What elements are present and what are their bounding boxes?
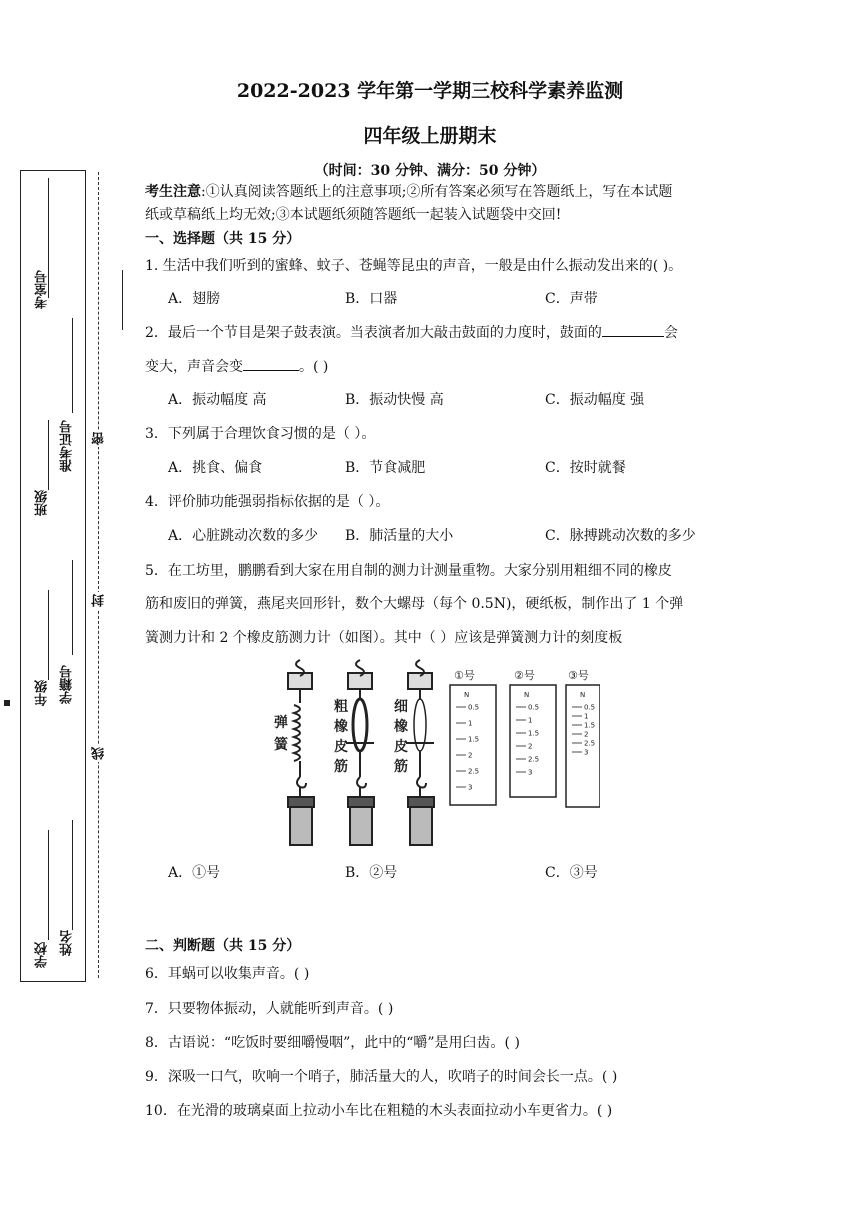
board-2-title: ②号 — [514, 669, 535, 682]
question-5-line-2: 筋和废旧的弹簧，燕尾夹回形针，数个大螺母（每个 0.5N)，硬纸板，制作出了 1 个弹 — [145, 596, 684, 612]
binding-line — [48, 590, 49, 680]
binding-line — [48, 830, 49, 940]
seal-char-xian: 线 — [92, 747, 107, 760]
label-thick-2: 橡 — [334, 719, 348, 735]
board-tick-label: 1.5 — [584, 721, 596, 730]
judge-item-6: 6．耳蜗可以收集声音。( ) — [145, 966, 310, 982]
question-2-line-1: 2．最后一个节目是架子鼓表演。当表演者加大敲击鼓面的力度时，鼓面的 会 — [145, 322, 678, 342]
thin-band-meter — [406, 660, 434, 845]
spring-meter — [288, 660, 314, 845]
label-thin-4: 筋 — [394, 759, 408, 775]
force-meter-figure — [270, 655, 600, 850]
q4-option-a: A．心脏跳动次数的多少 — [168, 528, 319, 544]
thick-band-meter — [346, 660, 374, 845]
label-spring-1: 弹 — [274, 715, 288, 731]
notice-label: 考生注意 — [145, 184, 201, 200]
board-tick-label: 0.5 — [468, 703, 480, 712]
board-unit: N — [524, 691, 530, 699]
judge-item-8: 8．古语说：“吃饭时要细嚼慢咽”，此中的“嚼”是用臼齿。( ) — [145, 1035, 520, 1051]
exam-title: 2022-2023 学年第一学期三校科学素养监测 — [236, 80, 624, 102]
board-tick-label: 2 — [468, 751, 473, 760]
binding-line — [48, 420, 49, 490]
scale-board-2 — [510, 685, 556, 797]
label-thin-3: 皮 — [394, 739, 408, 755]
notice-text-1: :①认真阅读答题纸上的注意事项;②所有答案必须写在答题纸上，写在本试题 — [201, 184, 673, 200]
notice-line-2: 纸或草稿纸上均无效;③本试题纸须随答题纸一起装入试题袋中交回! — [145, 207, 562, 223]
exam-subtitle: 四年级上册期末 — [363, 125, 497, 147]
binding-line — [72, 318, 73, 413]
margin-rule — [122, 270, 123, 330]
question-2-line-2: 变大，声音会变 。( ) — [145, 356, 328, 376]
binding-line — [72, 560, 73, 655]
q1-option-a: A．翅膀 — [168, 291, 221, 307]
board-1-title: ①号 — [454, 669, 475, 682]
q5-option-b: B．②号 — [345, 865, 398, 881]
grade-label: 年级 — [35, 680, 50, 706]
time-info: （时间：30 分钟、满分：50 分钟） — [314, 163, 546, 179]
label-thick-4: 筋 — [334, 759, 348, 775]
question-5-line-1: 5．在工坊里，鹏鹏看到大家在用自制的测力计测量重物。大家分别用粗细不同的橡皮 — [145, 563, 672, 579]
seal-char-feng: 封 — [92, 594, 107, 607]
q3-option-a: A．挑食、偏食 — [168, 460, 263, 476]
q3-option-b: B．节食减肥 — [345, 460, 426, 476]
board-tick-label: 0.5 — [584, 703, 596, 712]
exam-room-label: 考室号 — [35, 270, 50, 309]
label-spring-2: 簧 — [274, 737, 288, 753]
board-unit: N — [464, 691, 470, 699]
question-1: 1. 生活中我们听到的蜜蜂、蚊子、苍蝇等昆虫的声音，一般是由什么振动发出来的( )。 — [145, 258, 683, 274]
board-tick-label: 3 — [528, 768, 533, 777]
question-3: 3．下列属于合理饮食习惯的是（ ）。 — [145, 426, 376, 442]
cut-line — [98, 172, 99, 978]
board-3-title: ③号 — [568, 669, 589, 682]
q2-option-c: C．振动幅度 强 — [545, 392, 645, 408]
blank[interactable] — [243, 356, 299, 371]
board-tick-label: 2.5 — [528, 755, 540, 764]
board-tick-label: 1 — [468, 719, 473, 728]
blank[interactable] — [602, 322, 664, 337]
judge-item-10: 10．在光滑的玻璃桌面上拉动小车比在粗糙的木头表面拉动小车更省力。( ) — [145, 1103, 613, 1119]
section1-heading: 一、选择题（共 15 分） — [145, 231, 301, 247]
q1-option-c: C．声带 — [545, 291, 598, 307]
class-label: 班级 — [35, 490, 50, 516]
judge-item-9: 9．深吸一口气，吹响一个哨子，肺活量大的人，吹哨子的时间会长一点。( ) — [145, 1069, 618, 1085]
q5-option-c: C．③号 — [545, 865, 598, 881]
label-thin-1: 细 — [394, 699, 408, 715]
student-id-label: 学籍号 — [60, 665, 75, 704]
section2-heading: 二、判断题（共 15 分） — [145, 938, 301, 954]
q2-option-a: A．振动幅度 高 — [168, 392, 267, 408]
q2-option-b: B．振动快慢 高 — [345, 392, 444, 408]
notice-line-1 — [145, 181, 672, 201]
board-tick-label: 2.5 — [584, 739, 596, 748]
board-tick-label: 2.5 — [468, 767, 480, 776]
board-tick-label: 2 — [528, 742, 533, 751]
judge-item-7: 7．只要物体振动，人就能听到声音。( ) — [145, 1001, 394, 1017]
board-tick-label: 0.5 — [528, 703, 540, 712]
q5-option-a: A．①号 — [168, 865, 221, 881]
board-tick-label: 3 — [468, 783, 473, 792]
q1-option-b: B．口器 — [345, 291, 398, 307]
question-4: 4．评价肺功能强弱指标依据的是（ ）。 — [145, 494, 390, 510]
school-label: 学校 — [35, 942, 50, 968]
q4-option-c: C．脉搏跳动次数的多少 — [545, 528, 696, 544]
name-label: 姓名 — [60, 930, 75, 956]
binding-strip — [20, 170, 86, 982]
question-5-line-3: 簧测力计和 2 个橡皮筋测力计（如图）。其中（ ）应该是弹簧测力计的刻度板 — [145, 630, 623, 646]
binding-line — [72, 820, 73, 930]
board-unit: N — [580, 691, 586, 699]
seal-char-mi: 密 — [92, 432, 107, 445]
q4-option-b: B．肺活量的大小 — [345, 528, 454, 544]
exam-id-label: 准考证号 — [60, 420, 75, 472]
label-thin-2: 橡 — [394, 719, 408, 735]
board-tick-label: 1.5 — [528, 729, 540, 738]
board-tick-label: 1 — [528, 716, 533, 725]
board-tick-label: 3 — [584, 748, 589, 757]
q3-option-c: C．按时就餐 — [545, 460, 626, 476]
margin-mark — [4, 700, 10, 706]
board-tick-label: 1 — [584, 712, 589, 721]
board-tick-label: 2 — [584, 730, 589, 739]
board-tick-label: 1.5 — [468, 735, 480, 744]
label-thick-3: 皮 — [334, 739, 348, 755]
label-thick-1: 粗 — [334, 699, 348, 715]
